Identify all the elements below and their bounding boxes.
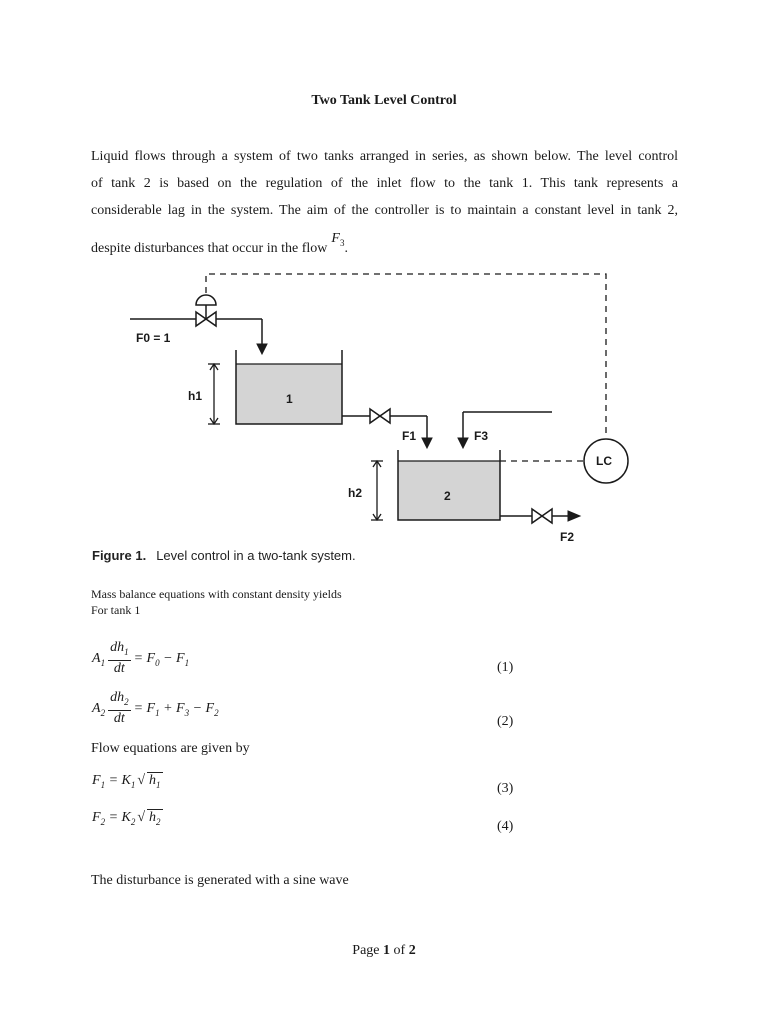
f1-label: F1 bbox=[402, 429, 417, 443]
figure-label: Figure 1. bbox=[92, 548, 147, 563]
intro-line-3: considerable lag in the system. The aim of the controller is to maintain a constant level in tank 2, bbox=[91, 203, 678, 218]
mass-balance-line-1: Mass balance equations with constant density yields bbox=[91, 587, 342, 601]
disturbance-text: The disturbance is generated with a sine wave bbox=[91, 873, 349, 888]
intro-line-1: Liquid flows through a system of two tanks arranged in series, as shown below. The level control bbox=[91, 149, 678, 164]
equation-4-number: (4) bbox=[497, 819, 514, 834]
f3-arrow-icon bbox=[458, 438, 468, 448]
actuator-icon bbox=[196, 295, 216, 305]
h2-label: h2 bbox=[348, 486, 363, 500]
intro-line-4-text: despite disturbances that occur in the flow bbox=[91, 241, 328, 256]
document-title: Two Tank Level Control bbox=[311, 93, 457, 108]
equation-2: $A_2$ $\frac{dh_2}{dt}$ = $F_1 + F_3 - F_2$ bbox=[92, 690, 219, 726]
tank-1-label: 1 bbox=[286, 392, 293, 406]
page-footer: Page 1 of 2 bbox=[352, 943, 416, 958]
f2-label: F2 bbox=[560, 530, 575, 544]
inlet-arrow-icon bbox=[257, 344, 267, 354]
tank-1-outlet-valve-icon bbox=[370, 409, 390, 423]
two-tank-diagram bbox=[130, 262, 640, 547]
f1-arrow-icon bbox=[422, 438, 432, 448]
flow-equations-intro: Flow equations are given by bbox=[91, 741, 250, 756]
equation-1-number: (1) bbox=[497, 660, 514, 675]
page-number: 1 bbox=[383, 943, 391, 958]
equation-3-number: (3) bbox=[497, 781, 514, 796]
h1-label: h1 bbox=[188, 389, 203, 403]
f2-arrow-icon bbox=[568, 511, 580, 521]
intro-line-2: of tank 2 is based on the regulation of the inlet flow to the tank 1. This tank represents a bbox=[91, 176, 678, 191]
figure-caption bbox=[92, 548, 356, 563]
equation-2-number: (2) bbox=[497, 714, 514, 729]
f0-label: F0 = 1 bbox=[136, 331, 171, 345]
figure-caption-text: Level control in a two-tank system. bbox=[156, 548, 356, 563]
equation-1: $A_1$ $\frac{dh_1}{dt}$ = $F_0 - F_1$ bbox=[92, 640, 190, 676]
tank-2-label: 2 bbox=[444, 489, 451, 503]
f3-label: F3 bbox=[474, 429, 489, 443]
lc-label: LC bbox=[596, 454, 612, 468]
equation-3: $F_1 = K_1$ √ $h_1$ bbox=[92, 773, 161, 790]
page-total: 2 bbox=[408, 943, 416, 958]
intro-line-4: despite disturbances that occur in the flowF$_3$. bbox=[91, 231, 348, 256]
equation-4: $F_2 = K_2$ √ $h_2$ bbox=[92, 810, 161, 827]
f3-symbol: $F_3$ bbox=[331, 231, 345, 248]
tank-2-outlet-valve-icon bbox=[532, 509, 552, 523]
mass-balance-line-2: For tank 1 bbox=[91, 603, 141, 617]
